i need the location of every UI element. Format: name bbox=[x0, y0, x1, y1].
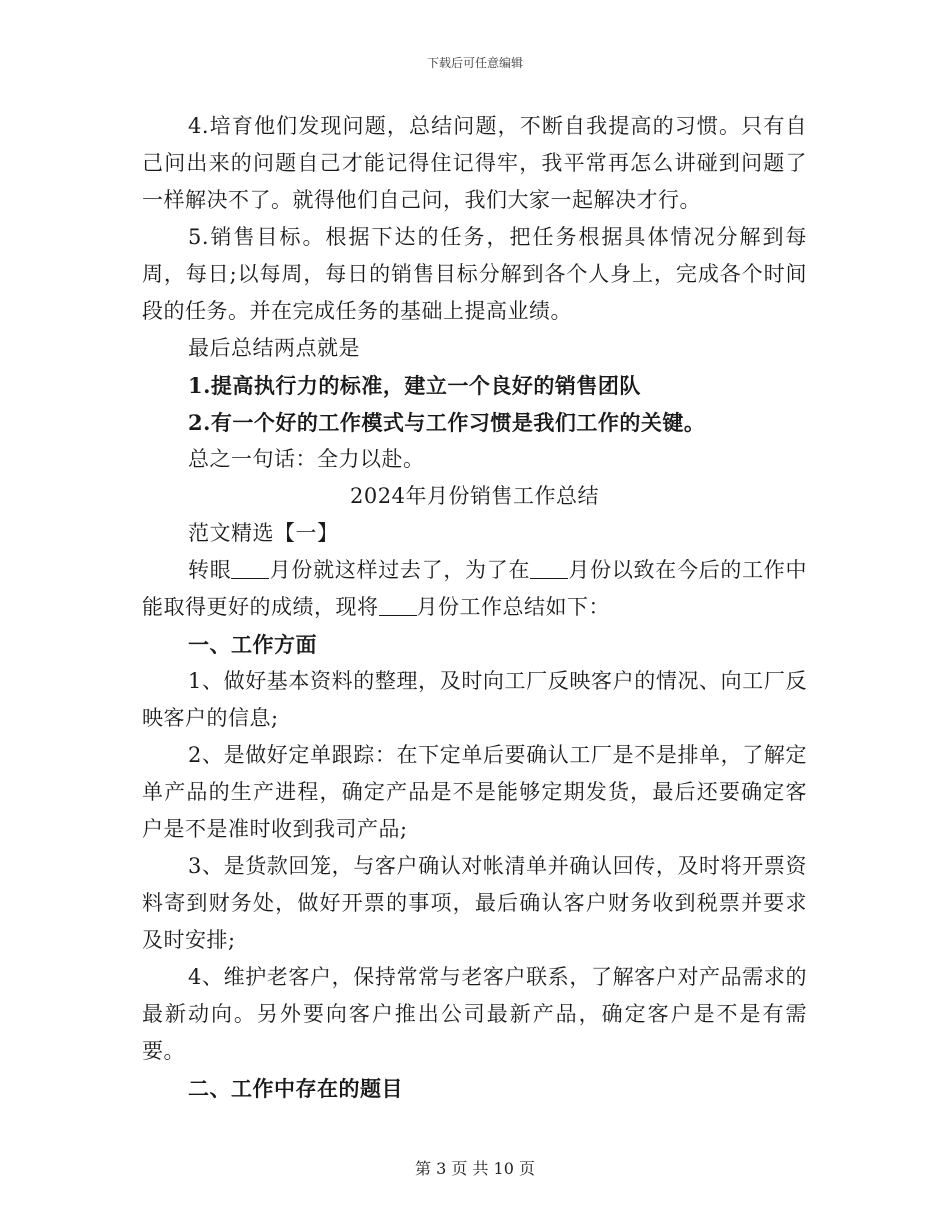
heading-work-problems: 二、工作中存在的题目 bbox=[188, 1076, 403, 1101]
intro-text-3: 月份以致在今后的工作中能取得更好的成绩，现将 bbox=[142, 558, 808, 619]
summary-intro: 最后总结两点就是 bbox=[188, 336, 360, 360]
intro-text-4: 月份工作总结如下： bbox=[416, 595, 610, 619]
section-title: 2024年月份销售工作总结 bbox=[350, 484, 599, 508]
intro-text-2: 月份就这样过去了，为了在 bbox=[269, 558, 531, 582]
paragraph-item-4: 4.培育他们发现问题，总结问题，不断自我提高的习惯。只有自己问出来的问题自己才能记得住记得牢，我平常再怎么讲碰到问题了一样解决不了。就得他们自己问，我们大家一起解决才行。 bbox=[142, 114, 807, 212]
blank-field bbox=[379, 595, 417, 616]
heading-work-aspects: 一、工作方面 bbox=[188, 632, 317, 657]
paragraph-item-5: 5.销售目标。根据下达的任务，把任务根据具体情况分解到每周，每日;以每周，每日的销售目标分解到各个人身上，完成各个时间段的任务。并在完成任务的基础上提高业绩。 bbox=[142, 225, 807, 323]
work-item-2: 2、是做好定单跟踪：在下定单后要确认工厂是不是排单，了解定单产品的生产进程，确定产品是不是能够定期发货，最后还要确定客户是不是准时收到我司产品; bbox=[142, 743, 807, 841]
document-body bbox=[142, 108, 807, 1107]
work-item-3: 3、是货款回笼，与客户确认对帐清单并确认回传，及时将开票资料寄到财务处，做好开票的事项，最后确认客户财务收到税票并要求及时安排; bbox=[142, 854, 807, 952]
blank-field bbox=[231, 558, 269, 579]
work-item-1: 1、做好基本资料的整理，及时向工厂反映客户的情况、向工厂反映客户的信息; bbox=[142, 669, 807, 730]
summary-point-1: 1.提高执行力的标准，建立一个良好的销售团队 bbox=[188, 373, 641, 398]
blank-field bbox=[530, 558, 568, 579]
intro-paragraph bbox=[142, 552, 807, 626]
page-footer: 第 3 页 共 10 页 bbox=[415, 1159, 535, 1178]
sample-label: 范文精选【一】 bbox=[188, 521, 339, 545]
work-item-4: 4、维护老客户，保持常常与老客户联系，了解客户对产品需求的最新动向。另外要向客户推出公司最新产品，确定客户是不是有需要。 bbox=[142, 965, 807, 1063]
summary-point-2: 2.有一个好的工作模式与工作习惯是我们工作的关键。 bbox=[188, 410, 706, 435]
summary-conclusion: 总之一句话：全力以赴。 bbox=[188, 447, 425, 471]
header-note: 下载后可任意编辑 bbox=[426, 56, 523, 70]
intro-text-1: 转眼 bbox=[188, 558, 232, 582]
